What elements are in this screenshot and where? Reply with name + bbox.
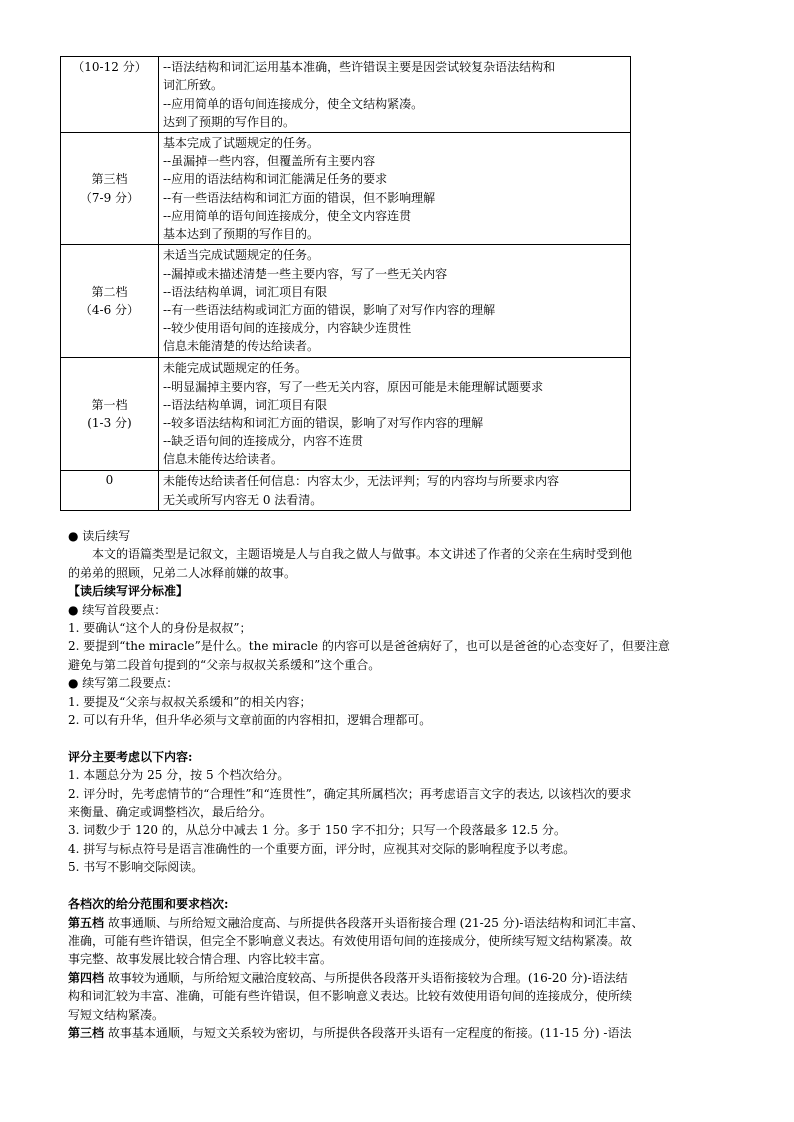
list-item: 4. 拼写与标点符号是语言准确性的一个重要方面，评分时，应视其对交际的影响程度予以考虑。 bbox=[68, 841, 576, 856]
description-line: 基本达到了预期的写作目的。 bbox=[163, 226, 320, 241]
spacer bbox=[68, 729, 732, 747]
level4-text: 故事较为通顺，与所给短文融洽度较高、与所提供各段落开头语衔接较为合理。(16-20 分)-语法结 bbox=[107, 970, 628, 985]
table-row bbox=[61, 57, 631, 133]
level5-text: 故事通顺、与所给短文融洽度高、与所提供各段落开头语衔接合理 (21-25 分)-语法结构和词汇丰富、 bbox=[107, 915, 644, 930]
description-line: --较多语法结构和词汇方面的错误，影响了对写作内容的理解 bbox=[163, 416, 484, 430]
level4-line: 写短文结构紧凑。 bbox=[68, 1007, 165, 1022]
level-cell bbox=[61, 57, 159, 133]
description-line: 基本完成了试题规定的任务。 bbox=[163, 135, 320, 150]
description-line: --虽漏掉一些内容，但覆盖所有主要内容 bbox=[163, 154, 376, 169]
description-cell bbox=[159, 358, 631, 471]
scoring-title: 评分主要考虑以下内容: bbox=[68, 749, 193, 764]
level5-label: 第五档 bbox=[68, 915, 105, 930]
table-row bbox=[61, 245, 631, 358]
spacer bbox=[68, 877, 732, 895]
level-cell bbox=[61, 133, 159, 245]
list-item: 避免与第二段首句提到的“父亲与叔叔关系缓和”这个重合。 bbox=[68, 657, 381, 672]
description-line: --应用简单的语句间连接成分，使全文结构紧凑。 bbox=[163, 96, 424, 111]
description-line: --缺乏语句间的连接成分，内容不连贯 bbox=[163, 434, 364, 449]
description-cell bbox=[159, 133, 631, 245]
description-line: 无关或所写内容无 0 法看清。 bbox=[163, 492, 323, 507]
section-bullet-title: ● 读后续写 bbox=[68, 529, 131, 543]
description-line: --语法结构单调，词汇项目有限 bbox=[163, 284, 328, 299]
level4-label: 第四档 bbox=[68, 970, 105, 985]
level3-label: 第三档 bbox=[68, 1025, 105, 1040]
list-item: 2. 可以有升华，但升华必须与文章前面的内容相扣，逻辑合理都可。 bbox=[68, 713, 432, 728]
description-cell bbox=[159, 245, 631, 358]
level-name: 第二档 bbox=[91, 284, 128, 299]
description-line: --语法结构和词汇运用基本准确，些许错误主要是因尝试较复杂语法结构和 bbox=[163, 60, 556, 75]
document-body bbox=[68, 527, 732, 1042]
description-line: --明显漏掉主要内容，写了一些无关内容，原因可能是未能理解试题要求 bbox=[163, 379, 544, 394]
list-item: 1. 本题总分为 25 分，按 5 个档次给分。 bbox=[68, 768, 290, 783]
description-line: --应用的语法结构和词汇能满足任务的要求 bbox=[163, 172, 388, 187]
level-score: 0 bbox=[105, 473, 114, 487]
level-cell bbox=[61, 245, 159, 358]
level4-line bbox=[68, 969, 732, 987]
level4-line: 构和词汇较为丰富、准确，可能有些许错误，但不影响意义表达。比较有效使用语句间的连接成分，使所续 bbox=[68, 989, 633, 1004]
criteria-title: 【读后续写评分标准】 bbox=[68, 584, 189, 599]
level-name: 第一档 bbox=[91, 397, 128, 412]
description-line: --有一些语法结构和词汇方面的错误，但不影响理解 bbox=[163, 190, 436, 205]
level-name: 第三档 bbox=[91, 172, 128, 187]
table-row bbox=[61, 358, 631, 471]
description-cell bbox=[159, 471, 631, 511]
description-line: --应用简单的语句间连接成分，使全文内容连贯 bbox=[163, 208, 412, 223]
description-line: --有一些语法结构或词汇方面的错误，影响了对写作内容的理解 bbox=[163, 303, 496, 317]
level-score: （4-6 分） bbox=[79, 303, 140, 317]
description-cell bbox=[159, 57, 631, 133]
description-line: --较少使用语句间的连接成分，内容缺少连贯性 bbox=[163, 321, 412, 336]
level-score: （10-12 分） bbox=[72, 60, 147, 75]
list-item: 1. 要确认“这个人的身份是叔叔”； bbox=[68, 621, 252, 636]
level-cell bbox=[61, 358, 159, 471]
list-item: 来衡量、确定或调整档次，最后给分。 bbox=[68, 805, 273, 820]
description-line: --漏掉或未描述清楚一些主要内容，写了一些无关内容 bbox=[163, 266, 448, 281]
description-line: 达到了预期的写作目的。 bbox=[163, 114, 296, 129]
level5-line: 准确，可能有些许错误，但完全不影响意义表达。有效使用语句间的连接成分，使所续写短文结构紧凑。故 bbox=[68, 933, 633, 948]
description-line: --语法结构单调，词汇项目有限 bbox=[163, 397, 328, 412]
level-score: (1-3 分) bbox=[87, 416, 132, 430]
para2-title: ● 续写第二段要点： bbox=[68, 676, 179, 691]
level5-line: 事完整、故事发展比较合情合理、内容比较丰富。 bbox=[68, 952, 333, 967]
description-line: 信息未能清楚的传达给读者。 bbox=[163, 339, 320, 354]
list-item: 5. 书写不影响交际阅读。 bbox=[68, 860, 204, 875]
description-line: 词汇所致。 bbox=[163, 78, 224, 93]
list-item: 3. 词数少于 120 的，从总分中减去 1 分。多于 150 字不扣分；只写一个段落最多 12.5 分。 bbox=[68, 823, 566, 838]
description-line: 未适当完成试题规定的任务。 bbox=[163, 248, 320, 263]
description-line: 信息未能传达给读者。 bbox=[163, 452, 284, 467]
intro-line: 的弟弟的照顾，兄弟二人冰释前嫌的故事。 bbox=[68, 565, 297, 580]
list-item: 2. 评分时，先考虑情节的“合理性”和“连贯性”，确定其所属档次；再考虑语言文字的表达, 以该档次的要求 bbox=[68, 786, 632, 801]
levels-title: 各档次的给分范围和要求档次: bbox=[68, 897, 229, 912]
level3-line bbox=[68, 1024, 732, 1042]
grading-table bbox=[60, 56, 631, 511]
para1-title: ● 续写首段要点： bbox=[68, 602, 167, 617]
level-score: （7-9 分） bbox=[79, 190, 140, 205]
table-row bbox=[61, 133, 631, 245]
list-item: 1. 要提及“父亲与叔叔关系缓和”的相关内容； bbox=[68, 694, 312, 709]
list-item: 2. 要提到“the miracle”是什么。the miracle 的内容可以是爸爸病好了，也可以是爸爸的心态变好了，但要注意 bbox=[68, 639, 670, 654]
table-row bbox=[61, 471, 631, 511]
level-cell bbox=[61, 471, 159, 511]
level3-text: 故事基本通顺，与短文关系较为密切，与所提供各段落开头语有一定程度的衔接。(11-15 分) -语法 bbox=[107, 1025, 632, 1040]
description-line: 未能传达给读者任何信息：内容太少，无法评判；写的内容均与所要求内容 bbox=[163, 474, 560, 489]
description-line: 未能完成试题规定的任务。 bbox=[163, 361, 308, 376]
level5-line bbox=[68, 914, 732, 932]
intro-line: 本文的语篇类型是记叙文，主题语境是人与自我之做人与做事。本文讲述了作者的父亲在生病时受到他 bbox=[92, 547, 633, 562]
